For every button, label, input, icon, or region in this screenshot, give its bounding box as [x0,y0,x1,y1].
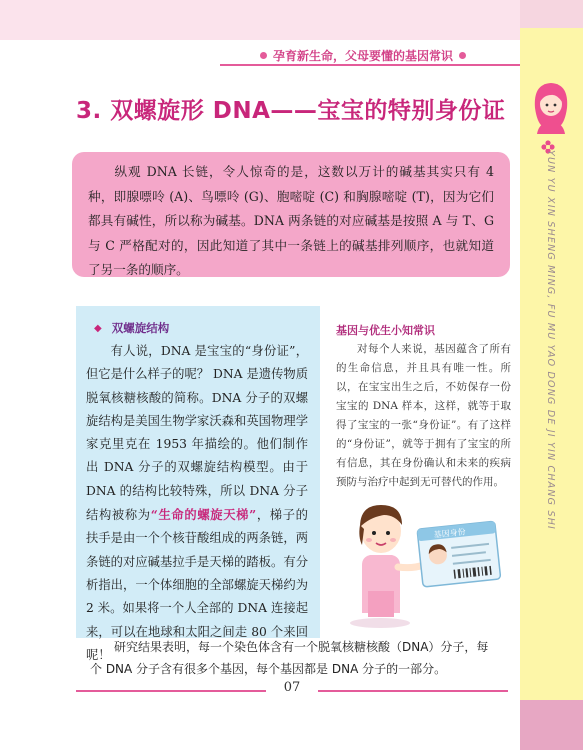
bullet-dot-icon [459,52,466,59]
section-title: 3. 双螺旋形 DNA——宝宝的特别身份证 [76,98,506,124]
child-with-id-card-illustration [340,495,510,634]
footer-rule-left [76,690,266,692]
box-highlight: “生命的螺旋天梯” [150,507,257,523]
diamond-icon: ◆ [94,322,102,334]
footer-rule-right [318,690,508,692]
running-header [260,46,466,64]
box-body [86,340,308,667]
running-title: 孕育新生命，父母要懂的基因常识 [273,48,454,63]
conclusion-paragraph: 研究结果表明，每一个染色体含有一个脱氧核糖核酸（DNA）分子，每个 DNA 分子含有很多个基因，每个基因都是 DNA 分子的一部分。 [90,640,489,676]
conclusion-text [90,636,500,680]
header-rule [220,64,520,66]
id-card-title: 基因身份 [433,527,467,540]
tip-heading: 基因与优生小知常识 [336,324,435,337]
mother-portrait-icon [527,78,575,138]
vertical-side-text: YUN YU XIN SHENG MING, FU MU YAO DONG DE JI YIN CHANG SHI [545,150,556,531]
bullet-dot-icon [260,52,267,59]
intro-paragraph: 纵观 DNA 长链，令人惊奇的是，这数以万计的碱基其实只有 4 种，即腺嘌呤 (A)、鸟嘌呤 (G)、胞嘧啶 (C) 和胸腺嘧啶 (T)，因为它们都具有碱性，所以称为碱基。DNA 两条链的对应碱基是按照 A 与 T、G 与 C 严格配对的，因此知道了其中一条链上的碱基排列顺序，也就知道了另一条的顺序。 [88,164,494,277]
box-heading [94,320,169,336]
box-text-after: ，梯子的扶手是由一个个核苷酸组成的两条链，两条链的对应碱基拉手是天梯的踏板。有分析指出，一个体细胞的全部螺旋天梯约为 2 米。如果将一个人全部的 DNA 连接起来，可以在地球和太阳之间走 80 个来回呢！ [86,508,308,662]
tip-paragraph: 对每个人来说，基因蕴含了所有的生命信息，并且具有唯一性。所以，在宝宝出生之后，不妨保存一份宝宝的 DNA 样本，这样，就等于取得了宝宝的一张“身份证”。有了这样的“身份证”，就等于拥有了宝宝的所有信息，其在身份确认和未来的疾病预防与治疗中起到无可替代的作用。 [336,343,511,488]
box-heading-text: 双螺旋结构 [111,321,170,335]
top-decor-strip [0,0,520,40]
box-paragraph [86,340,308,667]
side-bar-bottom-block [520,700,583,750]
tip-body [336,340,511,492]
intro-box [72,152,510,277]
side-bar-top-block [520,0,583,28]
box-text-before: 有人说，DNA 是宝宝的“身份证”，但它是什么样子的呢？ DNA 是遗传物质脱氧核糖核酸的简称。DNA 分子的双螺旋结构是美国生物学家沃森和英国物理学家克里克在 1953 年描绘的。他们制作出 DNA 分子的双螺旋结构模型。由于 DNA 的结构比较特殊，所以 DNA 分子结构被称为 [86,344,308,523]
page-number: 07 [283,680,301,695]
